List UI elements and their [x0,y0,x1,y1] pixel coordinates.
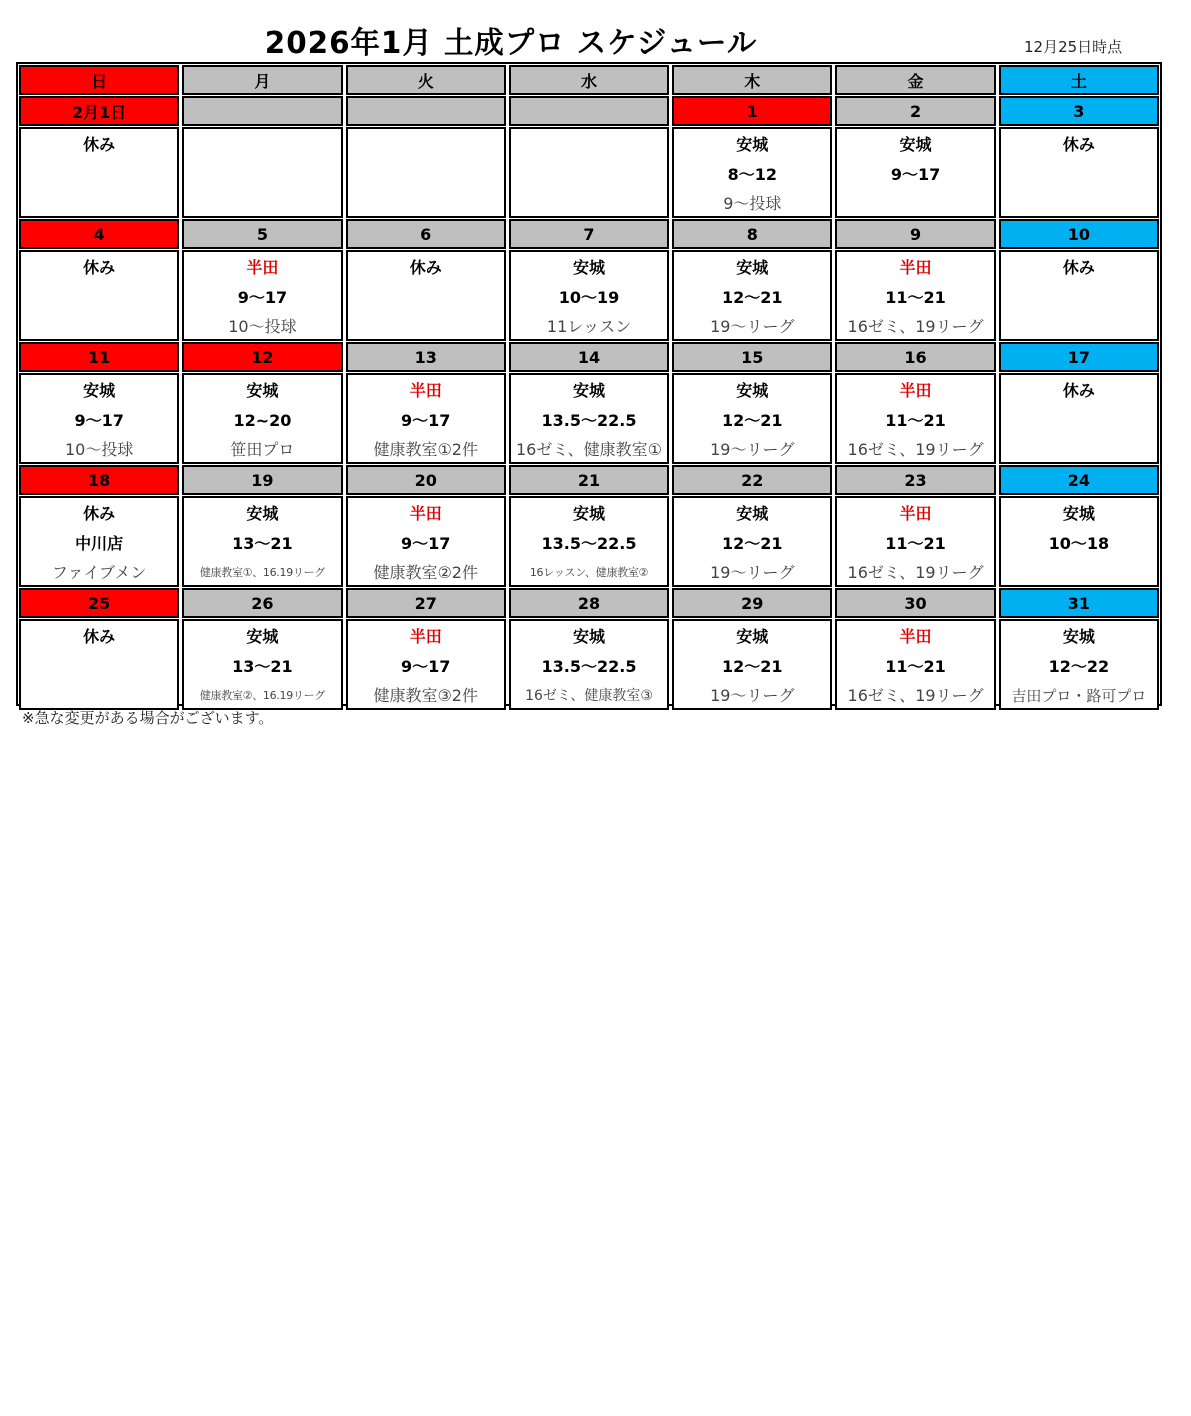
location: 安城 [736,258,769,277]
day-schedule [999,250,1159,341]
location: 安城 [246,381,279,400]
location: 安城 [572,627,605,646]
note: 健康教室①、16.19リーグ [199,566,325,579]
date-cell [346,96,506,126]
note: 9～投球 [723,194,782,213]
day-schedule [346,619,506,710]
day-schedule [509,250,669,341]
note: 19～リーグ [710,563,795,582]
note: 11レッスン [546,317,632,336]
location: 休み [83,135,116,154]
date-cell [509,96,669,126]
hours: 11～21 [885,411,946,430]
hours: 13.5～22.5 [541,534,637,553]
day-schedule [346,373,506,464]
note: 10～投球 [64,440,134,459]
calendar-grid [19,65,1159,703]
location: 安城 [572,504,605,523]
day-schedule [19,373,179,464]
date-cell: 3 [999,96,1159,126]
weekday-header-wed: 水 [509,65,669,95]
day-schedule [672,496,832,587]
location: 休み [83,258,116,277]
date-cell: 16 [835,342,995,372]
hours: 中川店 [75,534,124,553]
date-cell: 9 [835,219,995,249]
date-cell: 18 [19,465,179,495]
location: 半田 [899,381,932,400]
location: 安城 [899,135,932,154]
location: 休み [83,504,116,523]
day-schedule [835,373,995,464]
location: 半田 [899,504,932,523]
day-schedule [346,127,506,218]
location: 安城 [1062,504,1095,523]
date-cell: 15 [672,342,832,372]
hours: 9～17 [401,534,451,553]
date-cell: 2 [835,96,995,126]
note: 健康教室③2件 [373,686,478,705]
date-cell: 21 [509,465,669,495]
note: 10～投球 [228,317,297,336]
weekday-header-fri: 金 [835,65,995,95]
date-cell: 5 [182,219,342,249]
day-schedule [182,250,342,341]
note: 健康教室②、16.19リーグ [199,689,325,702]
location: 安城 [83,381,116,400]
hours: 13.5～22.5 [541,411,637,430]
hours: 9～17 [401,411,451,430]
location: 半田 [246,258,279,277]
hours: 13.5～22.5 [541,657,637,676]
day-schedule [672,250,832,341]
day-schedule [509,619,669,710]
date-cell: 28 [509,588,669,618]
location: 安城 [1062,627,1095,646]
date-cell: 26 [182,588,342,618]
note: 16レッスン、健康教室② [529,566,649,579]
hours: 12～21 [722,657,783,676]
location: 安城 [246,504,279,523]
day-schedule [672,373,832,464]
date-cell-holiday: 12 [182,342,342,372]
hours: 12~20 [233,411,292,430]
location: 半田 [899,258,932,277]
date-cell: 23 [835,465,995,495]
location: 半田 [409,627,442,646]
note: 16ゼミ、健康教室① [515,440,663,459]
hours: 11～21 [885,534,946,553]
note: 19～リーグ [710,440,795,459]
hours: 9～17 [890,165,941,184]
note: 19～リーグ [710,317,795,336]
day-schedule [182,619,342,710]
hours: 11～21 [885,657,946,676]
hours: 13～21 [232,657,293,676]
weekday-header-sat: 土 [999,65,1159,95]
day-schedule [346,250,506,341]
weekday-header-sun: 日 [19,65,179,95]
date-cell: 29 [672,588,832,618]
location: 休み [83,627,116,646]
day-schedule [999,127,1159,218]
day-schedule [19,250,179,341]
day-schedule [182,496,342,587]
day-schedule [182,373,342,464]
day-schedule [509,127,669,218]
day-schedule [346,496,506,587]
hours: 13～21 [232,534,293,553]
as-of-date: 12月25日時点 [1024,38,1123,56]
weekday-header-tue: 火 [346,65,506,95]
note: 16ゼミ、19リーグ [847,317,984,336]
date-cell: 31 [999,588,1159,618]
day-schedule [672,127,832,218]
date-cell: 7 [509,219,669,249]
footnote: ※急な変更がある場合がございます。 [22,709,274,727]
location: 安城 [736,627,769,646]
day-schedule [19,496,179,587]
day-schedule [835,127,995,218]
day-schedule [835,496,995,587]
location: 安城 [572,258,605,277]
date-cell: 8 [672,219,832,249]
hours: 10～19 [558,288,620,307]
location: 安城 [572,381,605,400]
day-schedule [19,619,179,710]
note: ファイブメン [51,563,147,582]
location: 安城 [246,627,279,646]
note: 健康教室①2件 [373,440,478,459]
date-cell: 25 [19,588,179,618]
weekday-header-thu: 木 [672,65,832,95]
hours: 12～21 [722,534,783,553]
date-cell: 20 [346,465,506,495]
location: 休み [1062,381,1095,400]
date-cell: 30 [835,588,995,618]
note: 16ゼミ、健康教室③ [525,688,653,704]
note: 健康教室②2件 [373,563,478,582]
day-schedule [999,619,1159,710]
day-schedule [509,496,669,587]
hours: 12～22 [1048,657,1110,676]
location: 休み [1062,135,1095,154]
date-cell: 19 [182,465,342,495]
date-cell-holiday: 1 [672,96,832,126]
note: 笹田プロ [230,440,295,459]
location: 安城 [736,135,769,154]
date-cell: 4 [19,219,179,249]
day-schedule [19,127,179,218]
date-cell: 14 [509,342,669,372]
hours: 9～17 [401,657,451,676]
day-schedule [509,373,669,464]
date-cell: 11 [19,342,179,372]
location: 半田 [409,381,442,400]
day-schedule [999,496,1159,587]
date-cell: 27 [346,588,506,618]
date-cell: 6 [346,219,506,249]
day-schedule [182,127,342,218]
weekday-header-mon: 月 [182,65,342,95]
note: 16ゼミ、19リーグ [847,440,984,459]
hours: 12～21 [722,288,783,307]
date-cell: 2月1日 [19,96,179,126]
date-cell [182,96,342,126]
note: 16ゼミ、19リーグ [847,563,984,582]
location: 休み [1062,258,1095,277]
day-schedule [999,373,1159,464]
date-cell: 22 [672,465,832,495]
location: 半田 [409,504,442,523]
day-schedule [672,619,832,710]
date-cell: 13 [346,342,506,372]
location: 半田 [899,627,932,646]
hours: 8～12 [727,165,777,184]
note: 吉田プロ・路可プロ [1011,687,1147,705]
location: 休み [409,258,442,277]
page-title: 2026年1月 土成プロ スケジュール [264,26,758,61]
hours: 10～18 [1048,534,1110,553]
date-cell: 24 [999,465,1159,495]
hours: 9～17 [237,288,288,307]
hours: 9～17 [74,411,124,430]
date-cell: 17 [999,342,1159,372]
hours: 12～21 [722,411,783,430]
day-schedule [835,250,995,341]
note: 19～リーグ [710,686,795,705]
location: 安城 [736,381,769,400]
day-schedule [835,619,995,710]
date-cell: 10 [999,219,1159,249]
hours: 11～21 [885,288,946,307]
note: 16ゼミ、19リーグ [847,686,984,705]
schedule-calendar [16,62,1162,706]
location: 安城 [736,504,769,523]
